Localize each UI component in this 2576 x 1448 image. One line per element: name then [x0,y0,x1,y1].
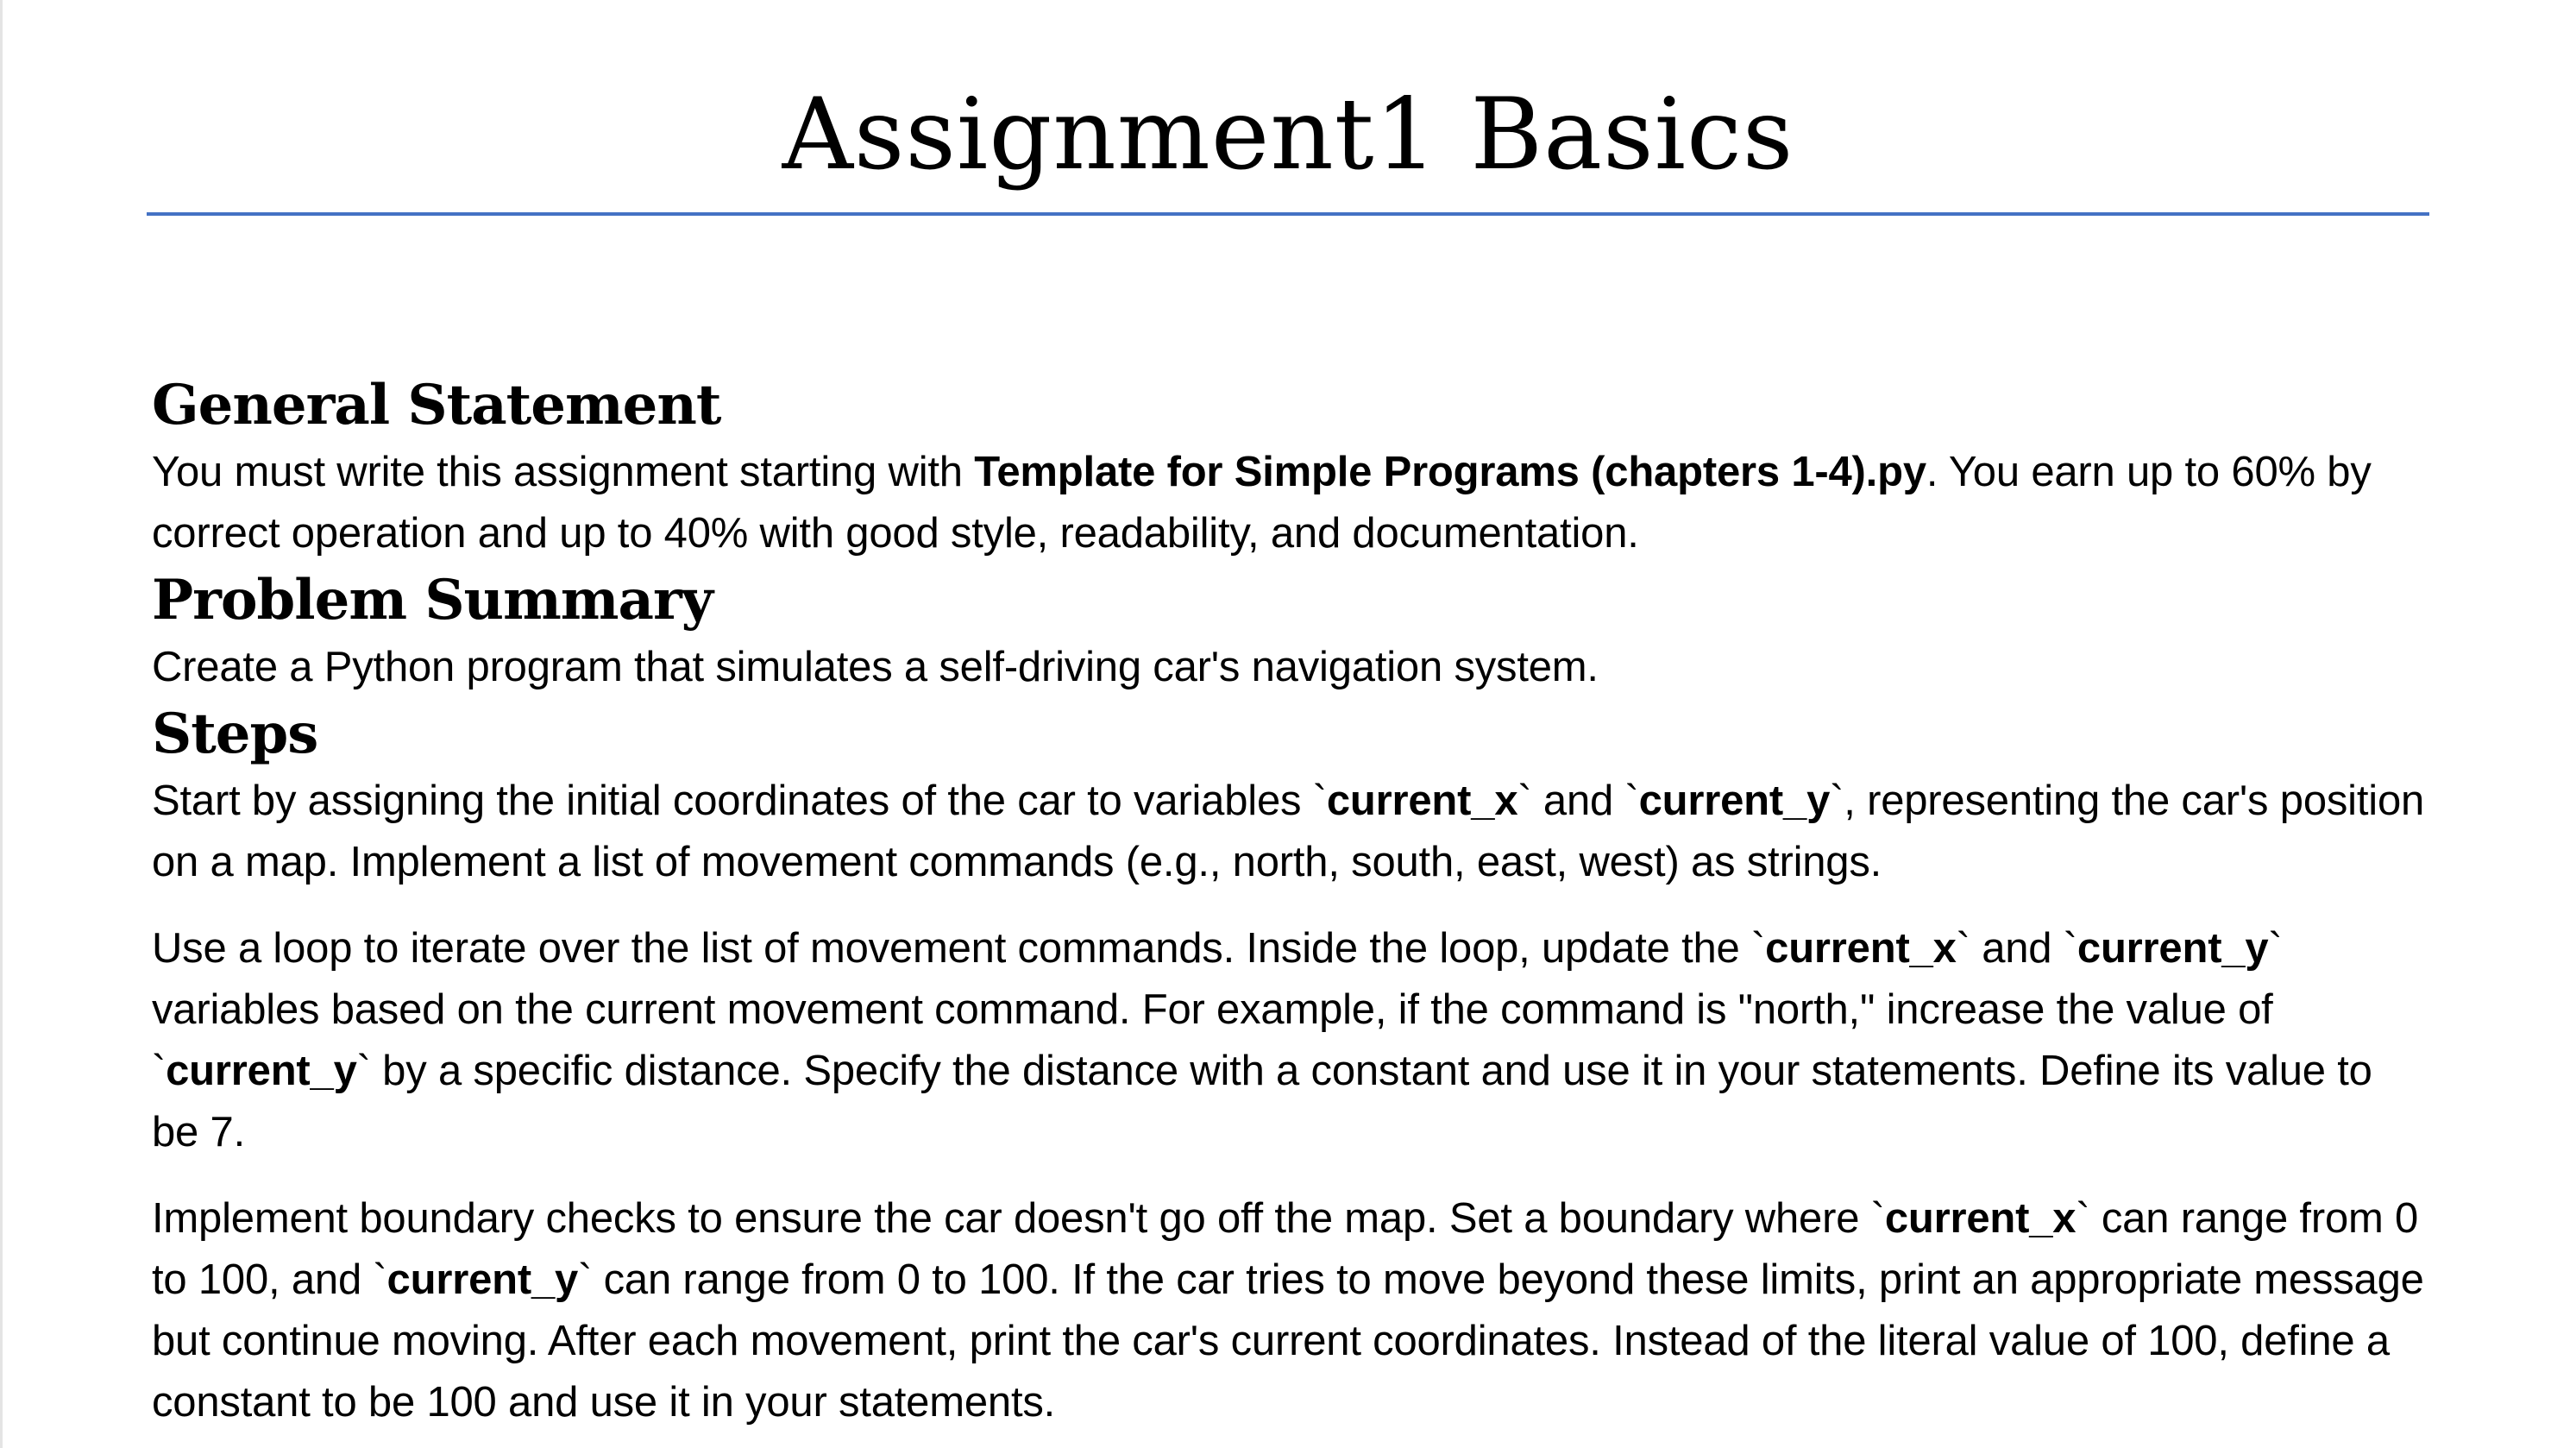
text-run: ` by a specific distance. Specify the distance with a constant and use it in your statements. Define its value to be 7. [152,1048,2372,1155]
text-run: ` variables based on the current movement command. For example, if the command is "north," increase the value of ` [152,925,2283,1094]
heading-problem-summary: Problem Summary [152,568,713,633]
code-variable: current_y [2077,925,2269,972]
text-run: Use a loop to iterate over the list of movement commands. Inside the loop, update the ` [152,925,1766,972]
code-variable: current_x [1884,1195,2077,1242]
code-variable: current_y [386,1256,579,1303]
text-run: Implement boundary checks to ensure the car doesn't go off the map. Set a boundary where ` [152,1195,1885,1242]
text-run: ` and ` [1517,778,1639,824]
heading-steps: Steps [152,702,318,766]
title-underline [147,212,2429,216]
page-edge [0,0,3,1448]
text-run: Start by assigning the initial coordinates of the car to variables ` [152,778,1327,824]
steps-paragraph-2 [152,918,2429,1163]
text-run: ` and ` [1956,925,2077,972]
text-run: You must write this assignment starting with [152,449,975,495]
code-variable: current_x [1765,925,1957,972]
code-variable: current_y [1638,778,1831,824]
general-statement-paragraph [152,442,2429,564]
code-variable: current_y [166,1048,357,1094]
document-body [152,369,2429,1433]
text-run: . You earn up to 60% by correct operation and up to 40% with good style, readability, and documentation. [152,449,2372,557]
steps-paragraph-1 [152,771,2429,893]
text-run: ` can range from 0 to 100. If the car tries to move beyond these limits, print an appropriate message but continue moving. After each movement, print the car's current coordinates. Instead of the literal value of 100, define a constant to be 100 and use it in your statements. [152,1256,2424,1426]
text-run: `, representing the car's position on a map. Implement a list of movement commands (e.g., north, south, east, west) as strings. [152,778,2425,885]
document-title: Assignment1 Basics [782,77,1794,192]
text-run: ` can range from 0 to 100, and ` [152,1195,2419,1303]
template-filename: Template for Simple Programs (chapters 1-4).py [974,449,1926,495]
problem-summary-paragraph: Create a Python program that simulates a self-driving car's navigation system. [152,644,1599,690]
steps-paragraph-3 [152,1188,2429,1433]
code-variable: current_x [1326,778,1518,824]
heading-general-statement: General Statement [152,373,721,438]
